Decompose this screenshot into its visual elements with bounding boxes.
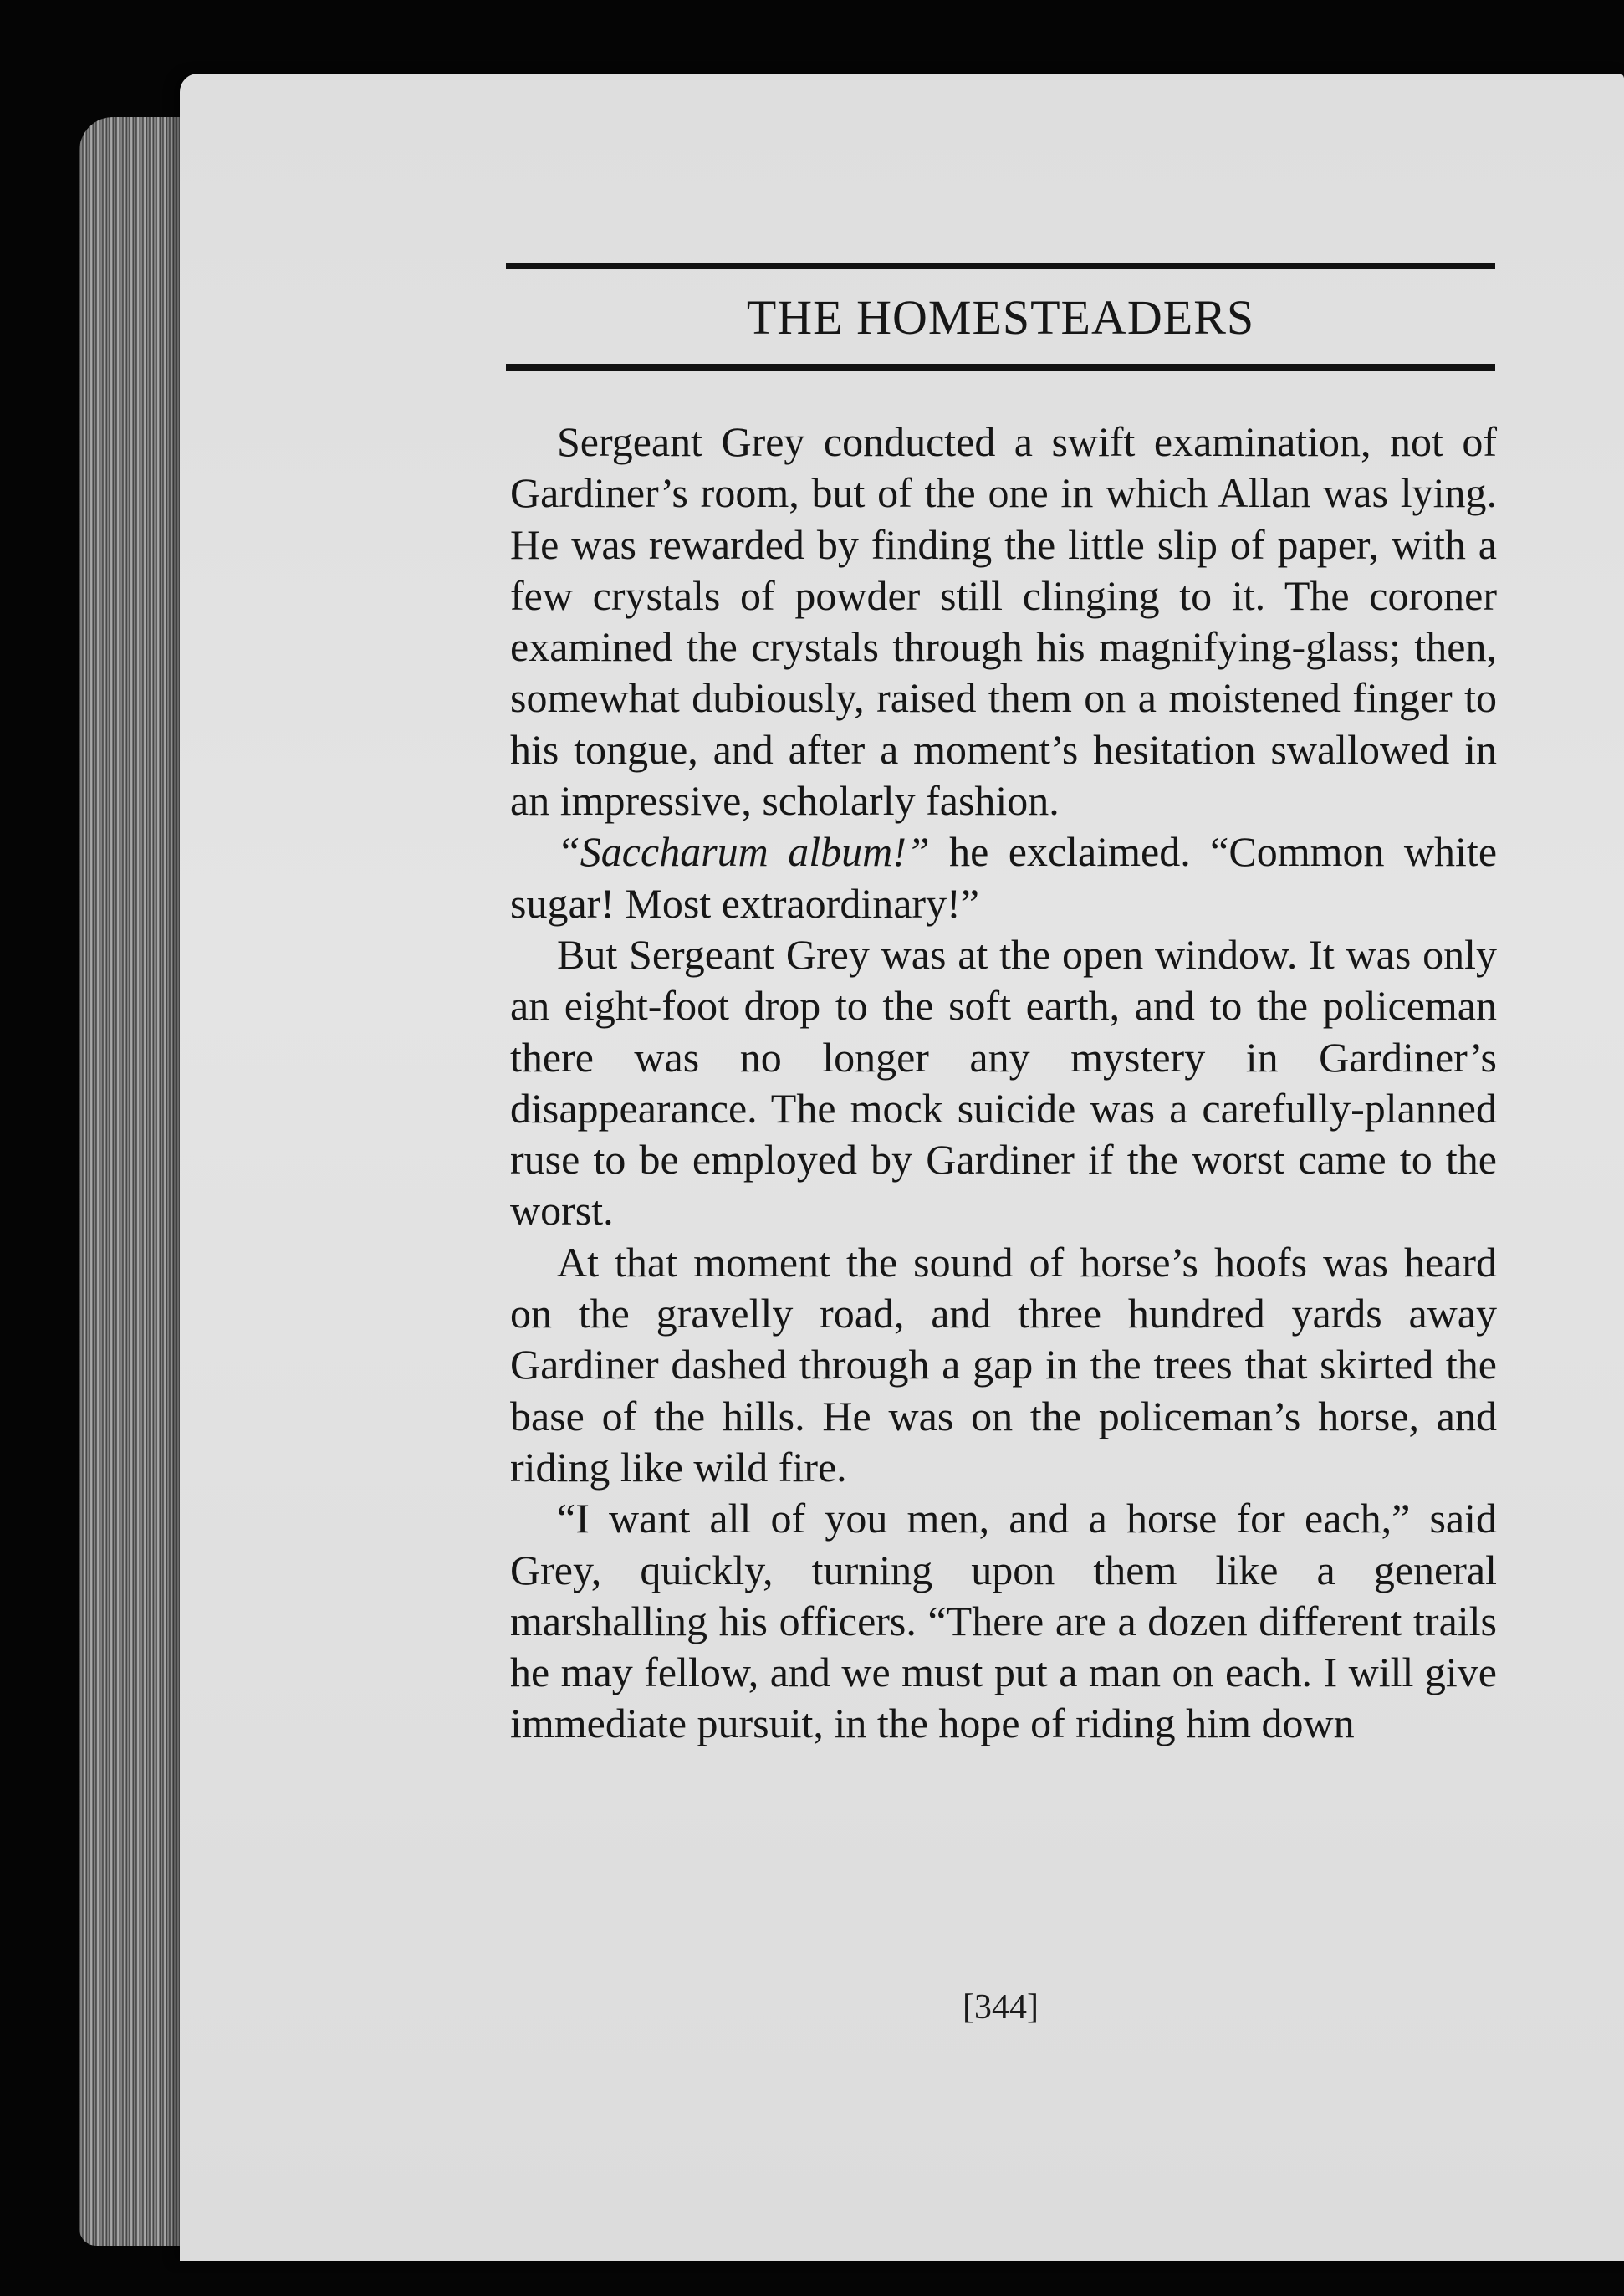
paragraph: Sergeant Grey conducted a swift examination, not of Gardiner’s room, but of the one in which Allan was lying. He was rewarded by finding the little slip of paper, with a few crystals of powder still clinging to it. The coroner examined the crystals through his magnifying-glass; then, somewhat dubiously, raised them on a moistened finger to his tongue, and after a moment’s hesitation swallowed in an impressive, scholarly fashion. xyxy=(510,418,1497,825)
body-text xyxy=(510,417,1497,1750)
paragraph: “I want all of you men, and a horse for each,” said Grey, quickly, turning upon them like a general marshalling his officers. “There are a dozen different trails he may fellow, and we must put a man on each. I will give immediate pursuit, in the hope of riding him down xyxy=(510,1495,1497,1747)
paragraph: But Sergeant Grey was at the open window. It was only an eight-foot drop to the soft earth, and to the policeman there was no longer any mystery in Gardiner’s disappearance. The mock suicide was a carefully-planned ruse to be employed by Gardiner if the worst came to the worst. xyxy=(510,930,1497,1235)
quote-continuation: he exclaimed. “Common white sugar! Most extraordinary!” xyxy=(510,828,1498,927)
page-number: [344] xyxy=(963,1988,1039,2027)
italic-quote: “Saccharum album!” xyxy=(557,828,930,876)
running-head: THE HOMESTEADERS xyxy=(746,290,1255,345)
header-rule-top xyxy=(506,263,1495,269)
paragraph: At that moment the sound of horse’s hoofs was heard on the gravelly road, and three hundred yards away Gardiner dashed through a gap in the trees that skirted the base of the hills. He was on the policeman’s horse, and riding like wild fire. xyxy=(510,1238,1497,1491)
header-rule-bottom xyxy=(506,364,1495,371)
paragraph xyxy=(510,826,1497,929)
